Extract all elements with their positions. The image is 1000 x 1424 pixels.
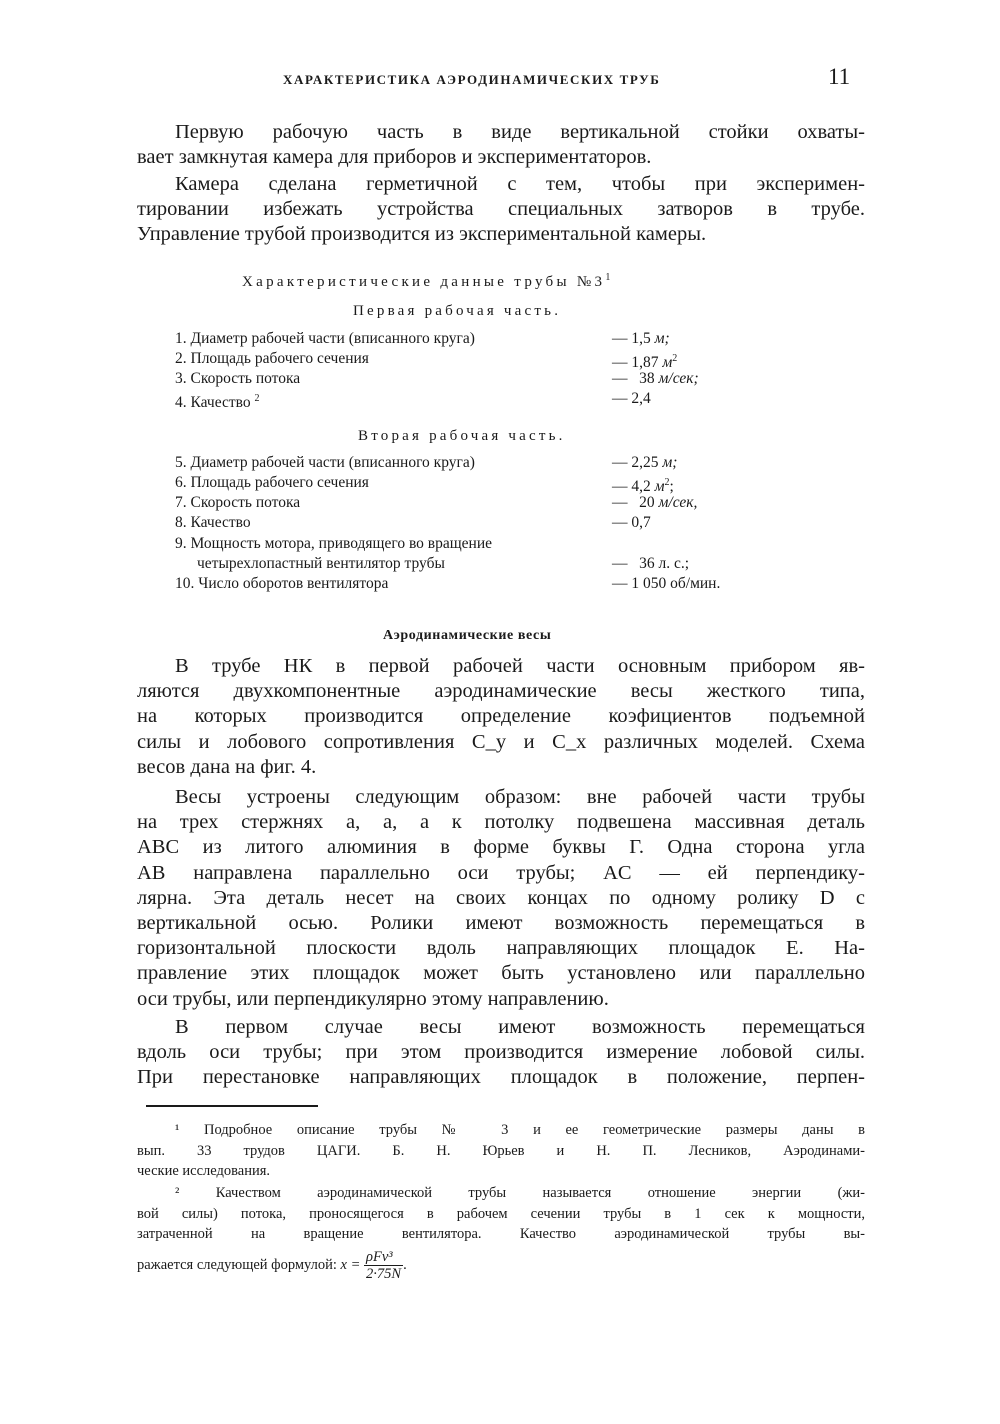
spec-label: четырехлопастный вентилятор трубы: [197, 555, 445, 572]
spec-row: [175, 513, 775, 533]
spec-label: 3. Скорость потока: [175, 370, 301, 387]
spec-value: — 0,7: [612, 514, 651, 531]
text-line: вдоль оси трубы; при этом производится измерение лобовой силы.: [137, 1041, 865, 1064]
text-line: затраченной на вращение вентилятора. Качество аэродинамической трубы вы-: [137, 1226, 865, 1242]
text-line: ² Качеством аэродинамической трубы называется отношение энергии (жи-: [175, 1185, 865, 1201]
running-title: ХАРАКТЕРИСТИКА АЭРОДИНАМИЧЕСКИХ ТРУБ: [283, 72, 661, 87]
intro-paragraph-1: [137, 120, 865, 170]
text-line: силы и лобового сопротивления C_y и C_x различных моделей. Схема: [137, 730, 865, 753]
spec-label: 4. Качество $^2$: [175, 393, 260, 412]
formula-numerator: ρFv³: [364, 1249, 403, 1266]
text-line: Управление трубой производится из экспериментальной камеры.: [137, 223, 707, 246]
text-line: ¹ Подробное описание трубы № 3 и ее геометрические размеры даны в: [175, 1122, 865, 1138]
text-line: В трубе НК в первой рабочей части основным прибором яв-: [175, 655, 865, 677]
spec-label: 2. Площадь рабочего сечения: [175, 350, 369, 367]
text-line: на которых производится определение коэфициентов подъемной: [137, 705, 865, 728]
text-line: вает замкнутая камера для приборов и экспериментаторов.: [137, 146, 652, 169]
footnote-1: [137, 1120, 865, 1182]
text-line: на трех стержнях a, a, a к потолку подвешена массивная деталь: [137, 811, 865, 834]
footnote-2: [137, 1183, 865, 1282]
spec-row: [175, 349, 775, 372]
formula-denominator: 2·75N: [366, 1265, 402, 1282]
spec-value: — 20 м/сек,: [612, 494, 698, 511]
text-line: вой силы) потока, проносящегося в рабочем сечении трубы в 1 сек к мощности,: [137, 1205, 865, 1222]
text-line: вертикальной осью. Ролики имеют возможность перемещаться в: [137, 912, 865, 935]
text-line: вып. 33 трудов ЦАГИ. Б. Н. Юрьев и Н. П. Лесников, Аэродинами-: [137, 1142, 865, 1159]
part1-title: Первая рабочая часть.: [353, 303, 562, 319]
text-line: тировании избежать устройства специальных затворов в трубе.: [137, 198, 865, 221]
spec-label: 7. Скорость потока: [175, 494, 301, 511]
spec-value: — 2,25 м;: [612, 454, 678, 471]
text-line: Весы устроены следующим образом: вне рабочей части трубы: [175, 786, 865, 808]
spec-row: [175, 473, 775, 496]
footnote-rule: [146, 1105, 318, 1107]
text-line: правление этих площадок может быть установлено или параллельно: [137, 962, 865, 985]
page-number: 11: [828, 64, 851, 89]
specs-title: [242, 272, 610, 291]
formula-line: [137, 1249, 865, 1282]
section-paragraph-2: [137, 785, 865, 1012]
formula-lhs: x =: [340, 1256, 361, 1273]
text-line: ляются двухкомпонентные аэродинамические весы жесткого типа,: [137, 680, 865, 703]
spec-row: [175, 554, 775, 574]
part2-title: Вторая рабочая часть.: [358, 428, 566, 444]
spec-row: [175, 389, 775, 412]
text-line: Первую рабочую часть в виде вертикальной стойки охваты-: [175, 121, 865, 143]
section-paragraph-1: [137, 654, 865, 780]
spec-row: [175, 493, 775, 513]
spec-label: 6. Площадь рабочего сечения: [175, 474, 369, 491]
spec-label: 8. Качество: [175, 514, 251, 531]
spec-row: [175, 574, 775, 594]
spec-row: [175, 369, 775, 389]
text-line: лярна. Эта деталь несет на своих концах по одному ролику D с: [137, 886, 865, 909]
section-paragraph-3: [137, 1015, 865, 1091]
text-line: В первом случае весы имеют возможность перемещаться: [175, 1016, 865, 1038]
spec-row: [175, 329, 775, 349]
formula-tail: .: [403, 1256, 407, 1273]
spec-row: [175, 453, 775, 473]
text-line: ческие исследования.: [137, 1163, 271, 1179]
formula-fraction: [364, 1249, 403, 1282]
formula-intro: ражается следующей формулой:: [137, 1256, 337, 1273]
spec-value: — 36 л. с.;: [612, 555, 690, 572]
text-line: AB направлена параллельно оси трубы; AC — ей перпендику-: [137, 861, 865, 884]
spec-value: — 1,5 м;: [612, 330, 670, 347]
text-line: оси трубы, или перпендикулярно этому направлению.: [137, 987, 609, 1010]
footnote-mark: 1: [605, 272, 611, 283]
spec-label: 5. Диаметр рабочей части (вписанного круга): [175, 454, 475, 471]
spec-label: 9. Мощность мотора, приводящего во вращение: [175, 535, 493, 552]
text-line: ABC из литого алюминия в форме буквы Г. Одна сторона угла: [137, 836, 865, 859]
spec-value: — 1,87 $м^2$: [612, 353, 678, 372]
spec-label: 1. Диаметр рабочей части (вписанного круга): [175, 330, 475, 347]
text-line: Камера сделана герметичной с тем, чтобы при эксперимен-: [175, 173, 865, 195]
text-line: весов дана на фиг. 4.: [137, 755, 317, 778]
text-line: При перестановке направляющих площадок в положение, перпен-: [137, 1066, 865, 1089]
spec-label: 10. Число оборотов вентилятора: [175, 575, 389, 592]
specs-title-text: Характеристические данные трубы №3: [242, 274, 606, 290]
text-line: горизонтальной плоскости вдоль направляющих площадок E. На-: [137, 937, 865, 960]
spec-value: — 1 050 об/мин.: [612, 575, 721, 592]
spec-value: — 2,4: [612, 390, 651, 407]
spec-row: [175, 534, 775, 554]
spec-value: — 4,2 $м^2$;: [612, 477, 674, 496]
section-heading: Аэродинамические весы: [383, 628, 552, 643]
intro-paragraph-2: [137, 172, 865, 248]
spec-value: — 38 м/сек;: [612, 370, 699, 387]
